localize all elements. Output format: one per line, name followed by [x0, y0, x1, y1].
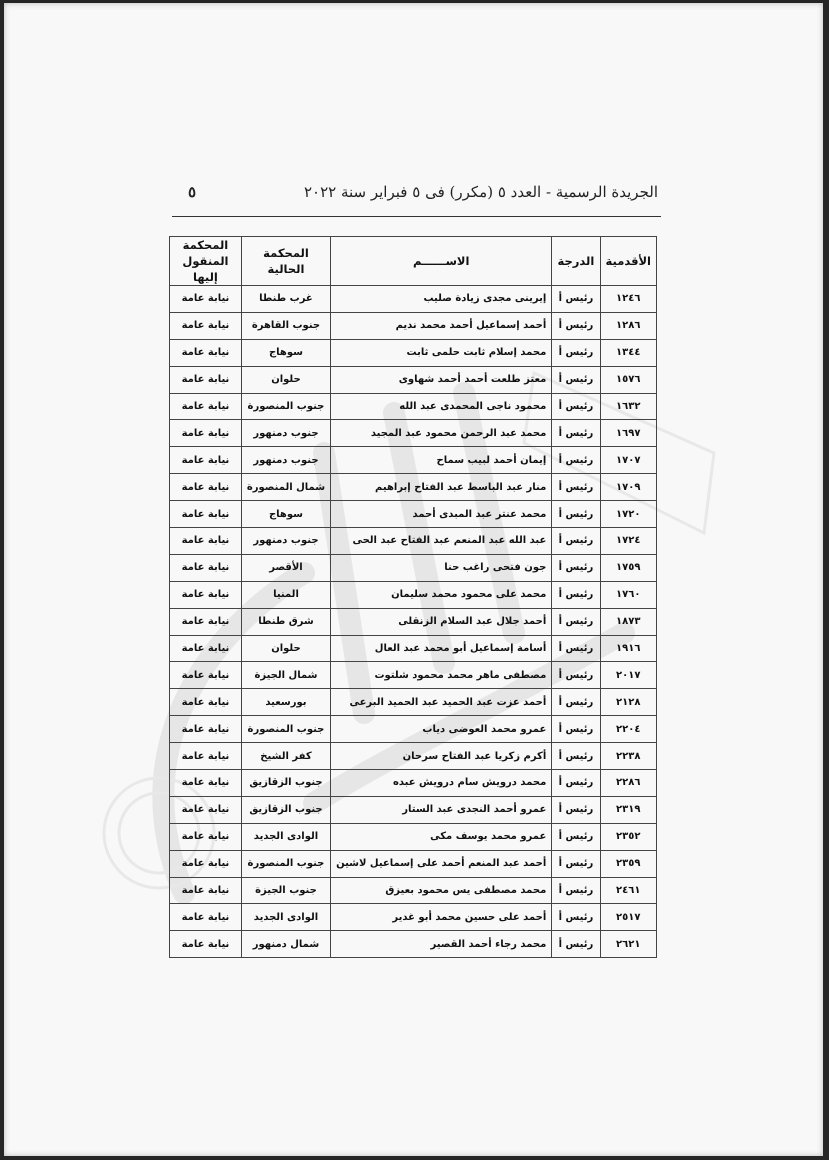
current-court-cell: جنوب دمنهور [241, 420, 330, 447]
seniority-cell: ٢٥١٧ [600, 904, 656, 931]
name-cell: أحمد عبد المنعم أحمد على إسماعيل لاشين [331, 850, 552, 877]
seniority-cell: ١٧٢٤ [600, 528, 656, 555]
grade-cell: رئيس أ [552, 877, 600, 904]
destination-court-cell: نيابة عامة [170, 581, 242, 608]
destination-court-cell: نيابة عامة [170, 689, 242, 716]
current-court-cell: كفر الشيخ [241, 743, 330, 770]
destination-court-cell: نيابة عامة [170, 366, 242, 393]
grade-cell: رئيس أ [552, 474, 600, 501]
seniority-cell: ١٧٢٠ [600, 501, 656, 528]
destination-court-cell: نيابة عامة [170, 823, 242, 850]
page-header [170, 183, 660, 209]
current-court-cell: جنوب المنصورة [241, 716, 330, 743]
destination-court-cell: نيابة عامة [170, 286, 242, 313]
name-cell: معتز طلعت أحمد أحمد شهاوى [331, 366, 552, 393]
seniority-cell: ١٨٧٣ [600, 608, 656, 635]
name-cell: أحمد عزت عبد الحميد عبد الحميد البرعى [331, 689, 552, 716]
name-cell: عمرو محمد يوسف مكى [331, 823, 552, 850]
current-court-cell: سوهاج [241, 501, 330, 528]
name-cell: أكرم زكريا عبد الفتاح سرحان [331, 743, 552, 770]
destination-court-cell: نيابة عامة [170, 528, 242, 555]
grade-cell: رئيس أ [552, 770, 600, 797]
current-court-cell: جنوب دمنهور [241, 528, 330, 555]
destination-court-cell: نيابة عامة [170, 850, 242, 877]
grade-cell: رئيس أ [552, 286, 600, 313]
current-court-cell: شمال دمنهور [241, 931, 330, 958]
seniority-cell: ٢١٢٨ [600, 689, 656, 716]
name-cell: محمد عبد الرحمن محمود عبد المجيد [331, 420, 552, 447]
name-cell: منار عبد الباسط عبد الفتاح إبراهيم [331, 474, 552, 501]
seniority-cell: ٢٣٥٩ [600, 850, 656, 877]
destination-court-cell: نيابة عامة [170, 796, 242, 823]
seniority-cell: ١٦٣٢ [600, 393, 656, 420]
table-row [170, 850, 657, 877]
destination-court-cell: نيابة عامة [170, 554, 242, 581]
table-row [170, 608, 657, 635]
table-header-row [170, 237, 657, 286]
name-cell: محمد إسلام ثابت حلمى ثابت [331, 339, 552, 366]
destination-court-cell: نيابة عامة [170, 312, 242, 339]
destination-court-cell: نيابة عامة [170, 474, 242, 501]
seniority-cell: ٢٢٨٦ [600, 770, 656, 797]
name-cell: أسامة إسماعيل أبو محمد عبد العال [331, 635, 552, 662]
grade-cell: رئيس أ [552, 904, 600, 931]
name-cell: محمد درويش سام درويش عبده [331, 770, 552, 797]
destination-court-cell: نيابة عامة [170, 339, 242, 366]
name-cell: إيمان أحمد لبيب سماح [331, 447, 552, 474]
name-cell: محمد على محمود محمد سليمان [331, 581, 552, 608]
seniority-cell: ٢٦٢١ [600, 931, 656, 958]
name-cell: محمد عنتر عبد المبدى أحمد [331, 501, 552, 528]
name-cell: إيرينى مجدى زيادة صليب [331, 286, 552, 313]
table-body [170, 286, 657, 958]
grade-cell: رئيس أ [552, 339, 600, 366]
seniority-cell: ١٢٤٦ [600, 286, 656, 313]
destination-court-cell: نيابة عامة [170, 447, 242, 474]
table-row [170, 635, 657, 662]
grade-cell: رئيس أ [552, 447, 600, 474]
seniority-cell: ١٧٥٩ [600, 554, 656, 581]
grade-cell: رئيس أ [552, 796, 600, 823]
table-row [170, 662, 657, 689]
table-row [170, 501, 657, 528]
current-court-cell: الأقصر [241, 554, 330, 581]
grade-cell: رئيس أ [552, 716, 600, 743]
current-court-cell: حلوان [241, 366, 330, 393]
name-cell: عبد الله عبد المنعم عبد الفتاح عبد الحى [331, 528, 552, 555]
gazette-title: الجريدة الرسمية - العدد ٥ (مكرر) فى ٥ فبراير سنة ٢٠٢٢ [303, 183, 658, 201]
current-court-cell: شرق طنطا [241, 608, 330, 635]
table-row [170, 581, 657, 608]
name-cell: عمرو محمد العوضى دياب [331, 716, 552, 743]
table-row [170, 796, 657, 823]
col-header-name: الاســــــم [331, 237, 552, 286]
seniority-cell: ١٧٠٧ [600, 447, 656, 474]
current-court-cell: حلوان [241, 635, 330, 662]
current-court-cell: الوادى الجديد [241, 823, 330, 850]
seniority-cell: ١٩١٦ [600, 635, 656, 662]
table-row [170, 770, 657, 797]
grade-cell: رئيس أ [552, 393, 600, 420]
current-court-cell: جنوب الجيزة [241, 877, 330, 904]
seniority-cell: ٢٢٣٨ [600, 743, 656, 770]
destination-court-cell: نيابة عامة [170, 393, 242, 420]
page-number: ٥ [188, 183, 197, 201]
grade-cell: رئيس أ [552, 501, 600, 528]
seniority-cell: ٢٤٦١ [600, 877, 656, 904]
grade-cell: رئيس أ [552, 554, 600, 581]
grade-cell: رئيس أ [552, 662, 600, 689]
current-court-cell: جنوب القاهرة [241, 312, 330, 339]
table-row [170, 339, 657, 366]
name-cell: محمد رجاء أحمد القصير [331, 931, 552, 958]
destination-court-cell: نيابة عامة [170, 904, 242, 931]
destination-court-cell: نيابة عامة [170, 877, 242, 904]
seniority-cell: ٢٠١٧ [600, 662, 656, 689]
table-row [170, 689, 657, 716]
table-row [170, 312, 657, 339]
seniority-cell: ٢٣١٩ [600, 796, 656, 823]
destination-court-cell: نيابة عامة [170, 716, 242, 743]
current-court-cell: بورسعيد [241, 689, 330, 716]
col-header-seniority: الأقدمية [600, 237, 656, 286]
current-court-cell: غرب طنطا [241, 286, 330, 313]
col-header-destination-court: المحكمة المنقول إليها [170, 237, 242, 286]
current-court-cell: المنيا [241, 581, 330, 608]
table-row [170, 743, 657, 770]
seniority-cell: ١٢٨٦ [600, 312, 656, 339]
current-court-cell: سوهاج [241, 339, 330, 366]
seniority-cell: ١٧٠٩ [600, 474, 656, 501]
current-court-cell: الوادى الجديد [241, 904, 330, 931]
name-cell: محمد مصطفى يس محمود بعيزق [331, 877, 552, 904]
grade-cell: رئيس أ [552, 581, 600, 608]
name-cell: عمرو أحمد النجدى عبد الستار [331, 796, 552, 823]
table-row [170, 554, 657, 581]
grade-cell: رئيس أ [552, 420, 600, 447]
destination-court-cell: نيابة عامة [170, 662, 242, 689]
col-header-current-court: المحكمة الحالية [241, 237, 330, 286]
table-row [170, 528, 657, 555]
destination-court-cell: نيابة عامة [170, 635, 242, 662]
name-cell: مصطفى ماهر محمد محمود شلتوت [331, 662, 552, 689]
grade-cell: رئيس أ [552, 635, 600, 662]
current-court-cell: جنوب الزقازيق [241, 770, 330, 797]
name-cell: أحمد على حسين محمد أبو غدير [331, 904, 552, 931]
name-cell: أحمد جلال عبد السلام الزنقلى [331, 608, 552, 635]
table-row [170, 393, 657, 420]
grade-cell: رئيس أ [552, 528, 600, 555]
destination-court-cell: نيابة عامة [170, 608, 242, 635]
seniority-cell: ٢٣٥٢ [600, 823, 656, 850]
destination-court-cell: نيابة عامة [170, 501, 242, 528]
table-row [170, 716, 657, 743]
destination-court-cell: نيابة عامة [170, 420, 242, 447]
table-row [170, 286, 657, 313]
grade-cell: رئيس أ [552, 608, 600, 635]
name-cell: محمود ناجى المحمدى عبد الله [331, 393, 552, 420]
table-row [170, 474, 657, 501]
seniority-cell: ١٦٩٧ [600, 420, 656, 447]
header-divider [172, 216, 661, 217]
grade-cell: رئيس أ [552, 689, 600, 716]
name-cell: جون فتحى راغب حنا [331, 554, 552, 581]
seniority-cell: ٢٢٠٤ [600, 716, 656, 743]
grade-cell: رئيس أ [552, 366, 600, 393]
table-row [170, 420, 657, 447]
current-court-cell: جنوب المنصورة [241, 393, 330, 420]
current-court-cell: جنوب المنصورة [241, 850, 330, 877]
name-cell: أحمد إسماعيل أحمد محمد نديم [331, 312, 552, 339]
destination-court-cell: نيابة عامة [170, 931, 242, 958]
destination-court-cell: نيابة عامة [170, 770, 242, 797]
seniority-cell: ١٥٧٦ [600, 366, 656, 393]
current-court-cell: شمال الجيزة [241, 662, 330, 689]
current-court-cell: جنوب الزقازيق [241, 796, 330, 823]
grade-cell: رئيس أ [552, 823, 600, 850]
col-header-grade: الدرجة [552, 237, 600, 286]
seniority-cell: ١٧٦٠ [600, 581, 656, 608]
table-row [170, 877, 657, 904]
current-court-cell: جنوب دمنهور [241, 447, 330, 474]
destination-court-cell: نيابة عامة [170, 743, 242, 770]
table-row [170, 447, 657, 474]
grade-cell: رئيس أ [552, 931, 600, 958]
table-row [170, 904, 657, 931]
seniority-cell: ١٣٤٤ [600, 339, 656, 366]
table-row [170, 931, 657, 958]
transfer-table [169, 236, 657, 958]
current-court-cell: شمال المنصورة [241, 474, 330, 501]
grade-cell: رئيس أ [552, 312, 600, 339]
grade-cell: رئيس أ [552, 743, 600, 770]
table-row [170, 366, 657, 393]
table-row [170, 823, 657, 850]
grade-cell: رئيس أ [552, 850, 600, 877]
